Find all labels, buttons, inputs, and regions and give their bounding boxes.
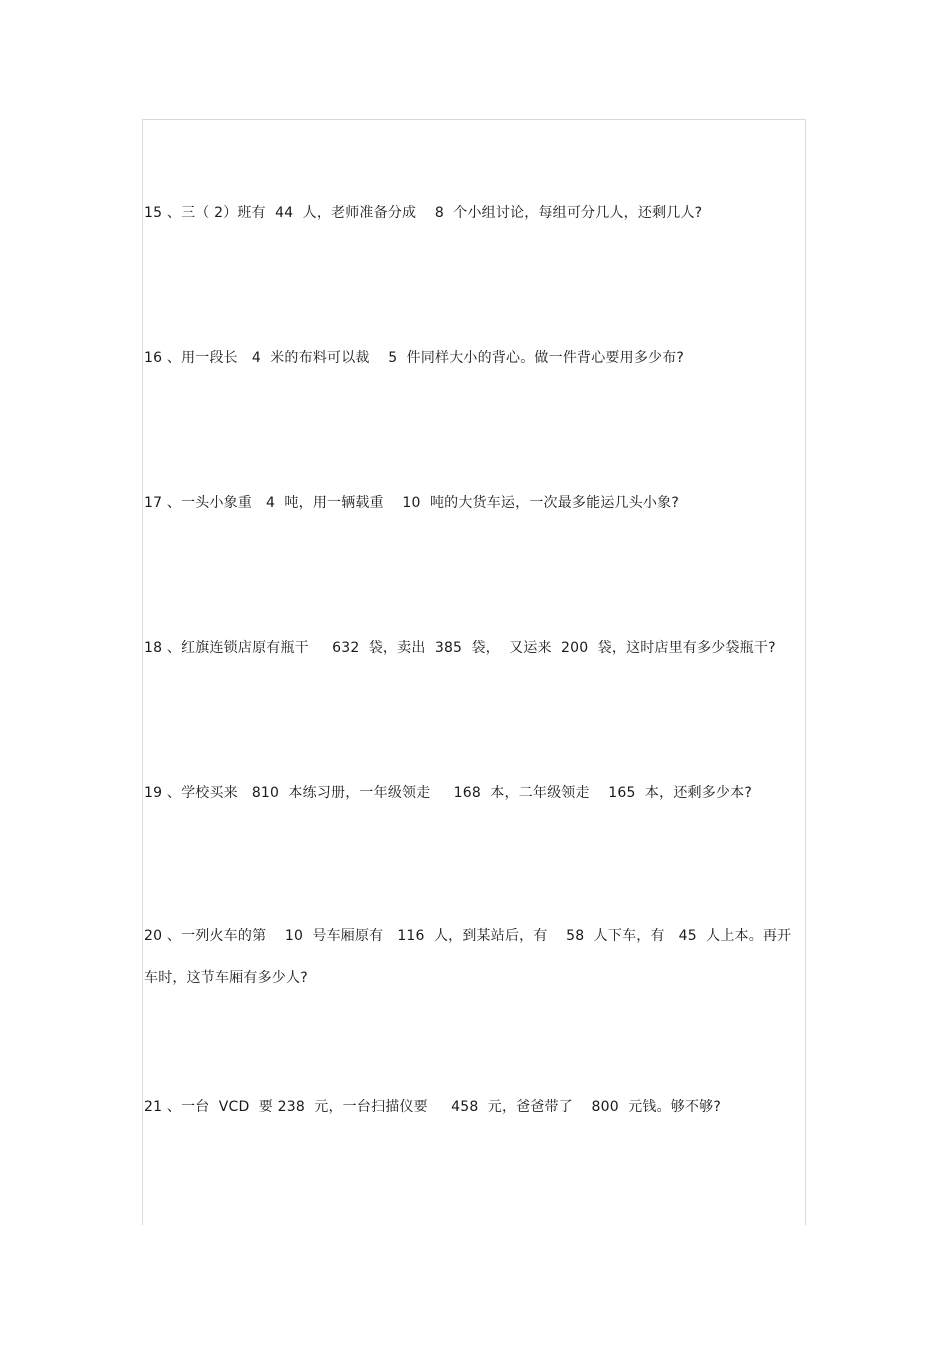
question-21: 21 、一台 VCD 要 238 元，一台扫描仪要 458 元，爸爸带了 800 元钱。够不够? — [144, 1099, 721, 1115]
question-17: 17 、一头小象重 4 吨，用一辆载重 10 吨的大货车运，一次最多能运几头小象? — [144, 495, 679, 511]
question-20: 20 、一列火车的第 10 号车厢原有 116 人，到某站后，有 58 人下车，有 45 人上本。再开车时，这节车厢有多少人? — [144, 928, 792, 986]
page-frame — [142, 119, 806, 1225]
question-18: 18 、红旗连锁店原有瓶干 632 袋，卖出 385 袋， 又运来 200 袋，这时店里有多少袋瓶干? — [144, 640, 776, 656]
question-19: 19 、学校买来 810 本练习册，一年级领走 168 本，二年级领走 165 本，还剩多少本? — [144, 785, 752, 801]
question-15: 15 、三（ 2）班有 44 人，老师准备分成 8 个小组讨论，每组可分几人，还剩几人? — [144, 205, 703, 221]
question-16: 16 、用一段长 4 米的布料可以裁 5 件同样大小的背心。做一件背心要用多少布? — [144, 350, 685, 366]
